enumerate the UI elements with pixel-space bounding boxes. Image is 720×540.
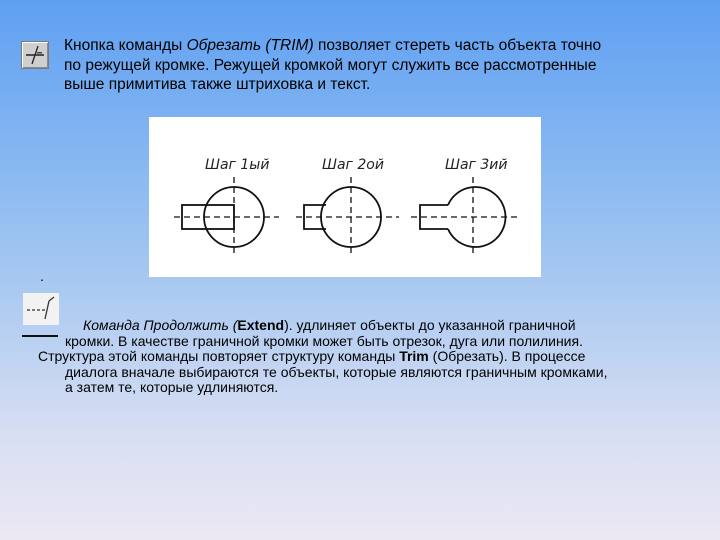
extend-description xyxy=(38,318,710,396)
trim-intro-text: Кнопка команды xyxy=(64,37,187,54)
trim-line2: по режущей кромке. Режущей кромкой могут служить все рассмотренные xyxy=(64,56,597,74)
trim-command-name: Обрезать (TRIM) xyxy=(186,37,314,54)
extend-line4: диалога вначале выбираются те объекты, которые являются граничным кромками, xyxy=(65,363,608,380)
extend-line5: а затем те, которые удлиняются. xyxy=(65,379,279,395)
trim-icon[interactable] xyxy=(21,41,49,69)
step3-drawing xyxy=(411,177,521,257)
step1-drawing xyxy=(174,177,279,257)
extend-command-name: Команда Продолжить ( xyxy=(83,317,238,333)
trim-description xyxy=(64,36,704,95)
extend-command-en: Extend xyxy=(237,317,285,333)
step3-label: Шаг 3ий xyxy=(445,157,508,173)
trim-line3: выше примитива также штриховка и текст. xyxy=(64,76,371,93)
step2-label: Шаг 2ой xyxy=(322,157,384,173)
step1-label: Шаг 1ый xyxy=(205,157,270,173)
trim-steps-illustration xyxy=(149,117,541,277)
step2-drawing xyxy=(296,177,399,257)
extend-line2: кромки. В качестве граничной кромки может быть отрезок, дуга или полилиния. xyxy=(65,332,583,349)
extend-trim-ref: Trim xyxy=(399,348,429,364)
extend-line3-a: Структура этой команды повторяет структуру команды xyxy=(38,348,400,364)
extend-line1-rest: ). удлиняет объекты до указанной граничной xyxy=(284,317,576,333)
trim-line1-rest: позволяет стереть часть объекта точно xyxy=(313,37,602,54)
extend-line3-b: (Обрезать). В процессе xyxy=(428,348,586,364)
separator-dot: . xyxy=(40,268,44,284)
